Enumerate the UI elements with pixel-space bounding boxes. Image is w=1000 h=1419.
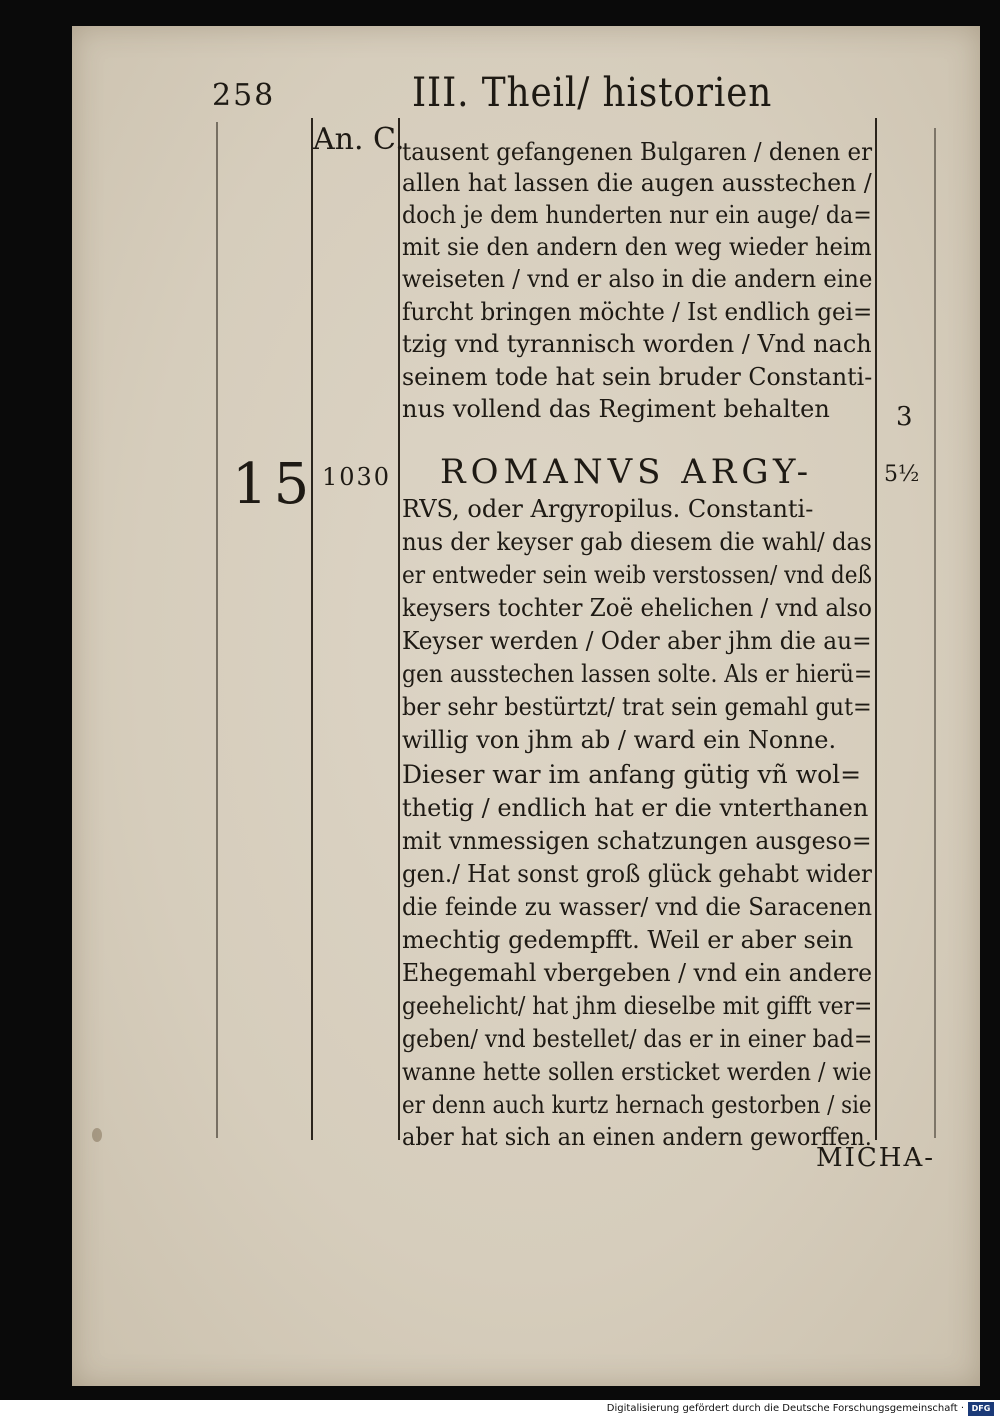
text-line: willig von jhm ab / ward ein Nonne. [402,726,837,754]
text-line: thetig / endlich hat er die vnterthanen [402,794,869,822]
text-line: weiseten / vnd er also in die andern eine [402,265,873,293]
text-line: tzig vnd tyrannisch worden / Vnd nach [402,330,872,358]
running-head: III. Theil/ historien [412,70,773,116]
text-line: gen ausstechen lassen solte. Als er hierü= [402,660,873,688]
column-rule-left [216,122,218,1138]
text-line: mit sie den andern den weg wieder heim [402,233,872,261]
text-line: allen hat lassen die augen ausstechen / [402,169,872,197]
catchword: MICHA- [816,1143,936,1173]
text-line: keysers tochter Zoë ehelichen / vnd also [402,594,873,622]
text-line: aber hat sich an einen andern geworffen. [402,1123,872,1151]
column-rule-text-right [875,118,877,1140]
margin-mark-top: 3 [896,402,913,432]
text-line: RVS, oder Argyropilus. Constanti- [402,495,814,523]
text-line: Dieser war im anfang gütig vñ wol= [402,760,862,789]
text-line: nus der keyser gab diesem die wahl/ das [402,528,872,556]
text-line: wanne hette sollen ersticket werden / wie [402,1058,872,1086]
column-rule-outer [934,128,936,1138]
footer-bar [0,1400,1000,1419]
text-line: er denn auch kurtz hernach gestorben / sie [402,1091,872,1119]
text-line: die feinde zu wasser/ vnd die Saracenen [402,893,873,921]
margin-mark-bottom: 5½ [884,462,920,487]
text-line: nus vollend das Regiment behalten [402,395,830,423]
text-line: Keyser werden / Oder aber jhm die au= [402,627,872,655]
text-line: mechtig gedempfft. Weil er aber sein [402,926,854,954]
text-line: Ehegemahl vbergeben / vnd ein andere [402,959,873,987]
text-line: geehelicht/ hat jhm dieselbe mit gifft ver= [402,992,873,1020]
dfg-logo: DFG [968,1402,994,1416]
text-line: mit vnmessigen schatzungen ausgeso= [402,827,872,855]
text-line: tausent gefangenen Bulgaren / denen er [402,138,873,166]
ruler-heading: ROMANVS ARGY- [440,452,814,492]
text-line: ber sehr bestürtzt/ trat sein gemahl gut= [402,693,872,721]
text-line: gen./ Hat sonst groß glück gehabt wider [402,860,872,888]
column-rule-year-left [311,118,313,1140]
text-line: er entweder sein weib verstossen/ vnd deß [402,561,872,589]
funding-credit: Digitalisierung gefördert durch die Deutsche Forschungsgemeinschaft · [606,1403,964,1414]
page-number: 258 [212,78,276,113]
text-line: geben/ vnd bestellet/ das er in einer bad= [402,1025,873,1053]
stain-mark [92,1128,102,1142]
column-rule-year-right [398,118,400,1140]
year-label: 1030 [322,463,392,491]
text-line: furcht bringen möchte / Ist endlich gei= [402,298,873,326]
year-column-head: An. C. [313,122,405,157]
text-line: seinem tode hat sein bruder Constanti- [402,363,873,391]
text-line: doch je dem hunderten nur ein auge/ da= [402,201,872,229]
generation-number: 15 [232,452,316,517]
